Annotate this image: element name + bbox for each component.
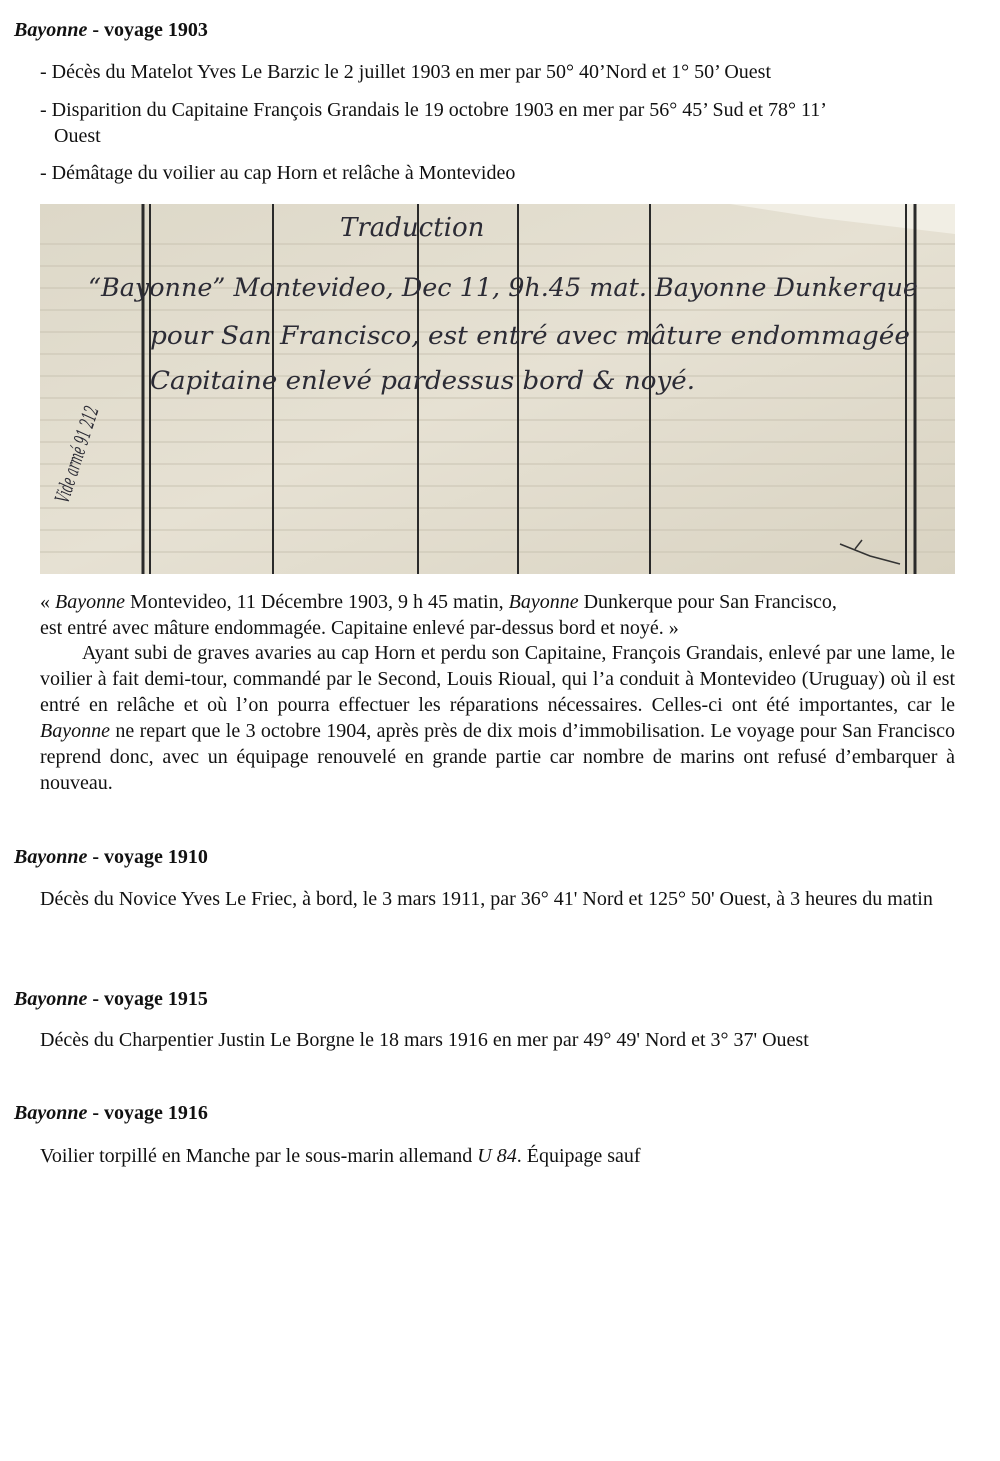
list-item: - Disparition du Capitaine François Grandais le 19 octobre 1903 en mer par 56° 45’ Sud et 78° 11’ Ouest xyxy=(40,99,827,147)
ship-name: Bayonne xyxy=(14,988,88,1010)
scan-margin-note: Vide armé 91 212 xyxy=(49,326,129,506)
list-item: - Décès du Matelot Yves Le Barzic le 2 juillet 1903 en mer par 50° 40’Nord et 1° 50’ Ouest xyxy=(40,61,771,83)
quote-paragraph: « Bayonne Montevideo, 11 Décembre 1903, 9 h 45 matin, Bayonne Dunkerque pour San Francisco, est entré avec mâture endommagée. Capitaine enlevé par-dessus bord et noyé. » xyxy=(40,591,837,639)
ship-name: Bayonne xyxy=(508,591,579,613)
entry-text: Décès du Charpentier Justin Le Borgne le 18 mars 1916 en mer par 49° 49' Nord et 3° 37' Ouest xyxy=(40,1029,809,1051)
voyage-label: - voyage 1915 xyxy=(87,988,208,1010)
section-heading-1910 xyxy=(14,845,208,869)
section-heading-1915 xyxy=(14,987,208,1011)
list-item: - Démâtage du voilier au cap Horn et relâche à Montevideo xyxy=(40,162,516,184)
scan-line-1: “Bayonne” Montevideo, Dec 11, 9h.45 mat. Bayonne Dunkerque xyxy=(88,273,918,302)
scanned-document-image xyxy=(40,204,955,574)
ship-name: Bayonne xyxy=(55,591,125,613)
voyage-label: - voyage 1910 xyxy=(87,846,208,868)
ship-name: Bayonne xyxy=(14,846,88,868)
narrative-paragraph: Ayant subi de graves avaries au cap Horn et perdu son Capitaine, François Grandais, enlevé par une lame, le voilier à fait demi-tour, commandé par le Second, Louis Rioual, qui l’a conduit à Montevideo (Uruguay) où il est entré en relâche et où l’on pourra effectuer les réparations nécessaires. Celles-ci ont été importantes, car le Bayonne ne repart que le 3 octobre 1904, après près de dix mois d’immobilisation. Le voyage pour San Francisco reprend donc, avec un équipage renouvelé en grande partie car nombre de marins ont refusé d’embarquer à nouveau. xyxy=(40,642,955,794)
voyage-label: - voyage 1916 xyxy=(87,1102,208,1124)
ship-name: Bayonne xyxy=(14,1102,88,1124)
voyage-label: - voyage 1903 xyxy=(87,19,208,41)
section-heading-1916 xyxy=(14,1101,208,1125)
ship-name: Bayonne xyxy=(40,720,110,742)
scan-line-2: pour San Francisco, est entré avec mâture endommagée xyxy=(150,321,910,350)
scan-title: Traduction xyxy=(340,213,485,243)
ship-name: Bayonne xyxy=(14,19,88,41)
submarine-name: U 84 xyxy=(477,1145,517,1167)
entry-text: Décès du Novice Yves Le Friec, à bord, le 3 mars 1911, par 36° 41' Nord et 125° 50' Ouest, à 3 heures du matin xyxy=(40,888,933,910)
entry-text: Voilier torpillé en Manche par le sous-marin allemand U 84. Équipage sauf xyxy=(40,1145,641,1167)
scan-line-3: Capitaine enlevé pardessus bord & noyé. xyxy=(150,366,695,395)
section-heading-1903 xyxy=(14,18,208,42)
